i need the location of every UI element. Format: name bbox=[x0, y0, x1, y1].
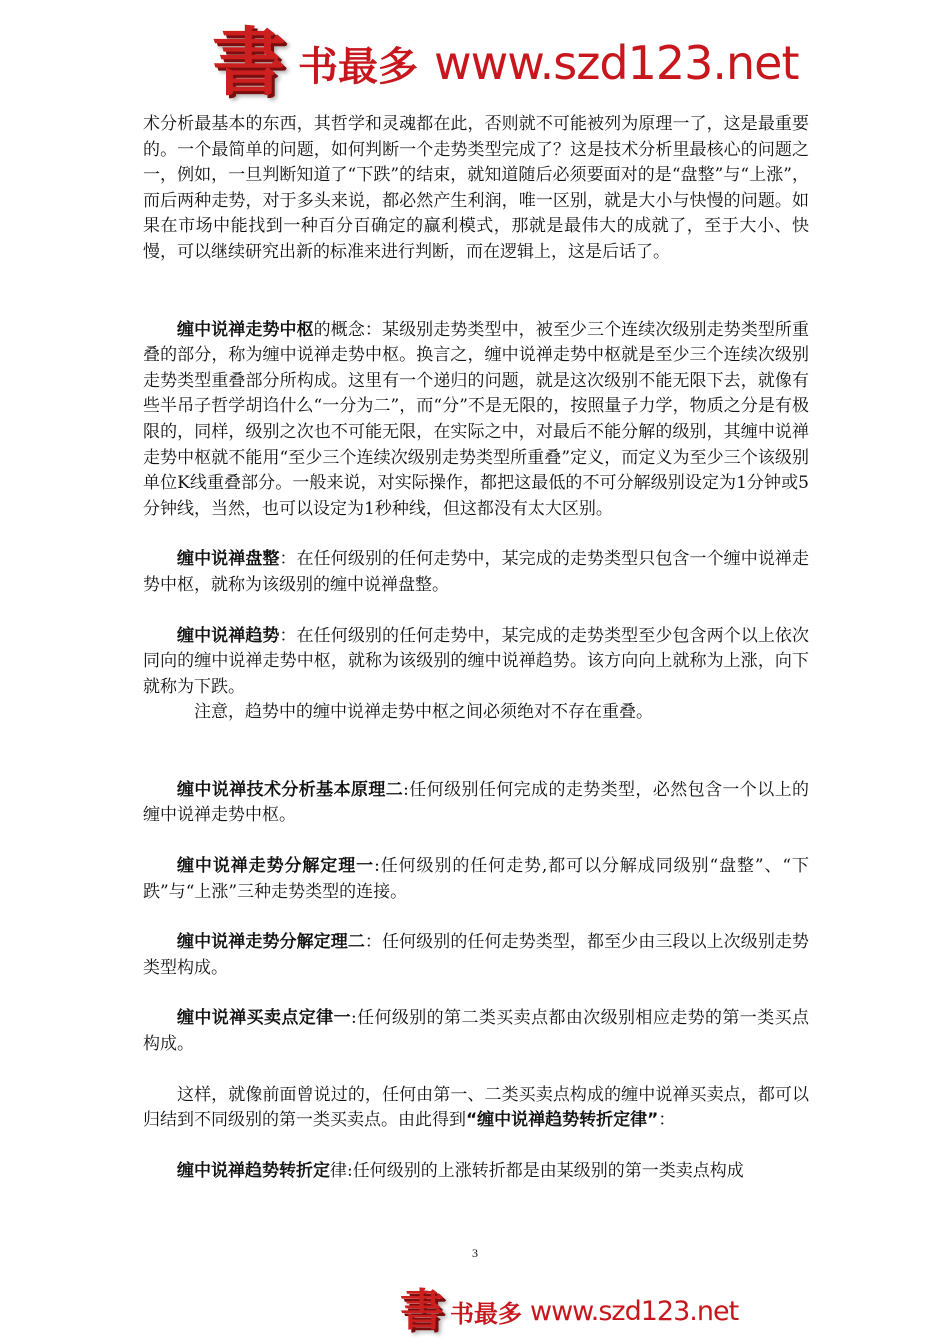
paragraph-note: 注意，趋势中的缠中说禅走势中枢之间必须绝对不存在重叠。 bbox=[194, 702, 653, 723]
definition-text: ：任何级别的任何走势类型，都至少由三段以上次级别走势类型构成。 bbox=[143, 932, 810, 978]
book-logo-icon: 書 bbox=[400, 1285, 444, 1336]
term-trade-point-law: 缠中说禅买卖点定律一 bbox=[177, 1008, 351, 1029]
term-consolidation: 缠中说禅盘整 bbox=[177, 549, 280, 570]
paragraph-decomposition-one bbox=[143, 854, 809, 905]
term-decomposition-one: 缠中说禅走势分解定理一 bbox=[177, 856, 375, 877]
definition-text: 的概念：某级别走势类型中，被至少三个连续次级别走势类型所重叠的部分，称为缠中说禅走势中枢。换言之，缠中说禅走势中枢就是至少三个连续次级别走势类型重叠部分所构成。这里有一个递归的问题，就是这次级别不能无限下去，就像有些半吊子哲学胡诌什么“一分为二”，而“分”不是无限的，按照量子力学，物质之分是有极限的，同样，级别之次也不可能无限，在实际之中，对最后不能分解的级别，其缠中说禅走势中枢就不能用“至少三个连续次级别走势类型所重叠”定义，而定义为至少三个该级别单位K线重叠部分。一般来说，对实际操作，都把这最低的不可分解级别设定为1分钟或5分钟线，当然，也可以设定为1秒种线，但这都没有太大区别。 bbox=[143, 319, 810, 519]
paragraph-trend bbox=[143, 624, 809, 701]
summary-text: 这样，就像前面曾说过的，任何由第一、二类买卖点构成的缠中说禅买卖点，都可以归结到不同级别的第一类买卖点。由此得到 bbox=[143, 1084, 809, 1131]
term-trend: 缠中说禅趋势 bbox=[177, 625, 280, 646]
definition-text: :任何级别任何完成的走势类型，必然包含一个以上的缠中说禅走势中枢。 bbox=[143, 779, 809, 826]
footer-site-url[interactable]: www.szd123.net bbox=[530, 1295, 739, 1327]
header-logo[interactable] bbox=[212, 22, 799, 104]
page-number: 3 bbox=[472, 1246, 478, 1260]
term-decomposition-two: 缠中说禅走势分解定理二 bbox=[177, 932, 365, 953]
term-trend-reversal: 缠中说禅趋势转折定 bbox=[177, 1160, 330, 1181]
term-trend-reversal-law: “缠中说禅趋势转折定律” bbox=[466, 1110, 659, 1131]
term-principle-two: 缠中说禅技术分析基本原理二 bbox=[177, 779, 404, 800]
summary-tail: ： bbox=[658, 1110, 676, 1131]
term-pivot: 缠中说禅走势中枢 bbox=[177, 319, 314, 340]
definition-text: ：在任何级别的任何走势中，某完成的走势类型至少包含两个以上依次同向的缠中说禅走势中枢，就称为该级别的缠中说禅趋势。该方向向上就称为上涨，向下就称为下跌。 bbox=[143, 625, 809, 697]
definition-text: :任何级别的第二类买卖点都由次级别相应走势的第一类买点构成。 bbox=[143, 1008, 809, 1055]
footer-logo[interactable] bbox=[400, 1286, 738, 1336]
paragraph-decomposition-two bbox=[143, 930, 809, 981]
header-site-url[interactable]: www.szd123.net bbox=[434, 36, 799, 90]
paragraph-trend-reversal bbox=[143, 1159, 809, 1185]
footer-brand-name: 书最多 bbox=[450, 1299, 522, 1328]
book-logo-icon: 書 bbox=[212, 20, 286, 106]
paragraph-intro: 术分析最基本的东西，其哲学和灵魂都在此，否则就不可能被列为原理一了，这是最重要的。一个最简单的问题，如何判断一个走势类型完成了？这是技术分析里最核心的问题之一，例如，一旦判断知道了“下跌”的结束，就知道随后必须要面对的是“盘整”与“上涨”，而后两种走势，对于多头来说，都必然产生利润，唯一区别，就是大小与快慢的问题。如果在市场中能找到一种百分百确定的赢利模式，那就是最伟大的成就了，至于大小、快慢，可以继续研究出新的标准来进行判断，而在逻辑上，这是后话了。 bbox=[143, 114, 809, 262]
definition-text: 律:任何级别的上涨转折都是由某级别的第一类卖点构成 bbox=[330, 1160, 744, 1181]
paragraph-consolidation bbox=[143, 547, 809, 598]
paragraph-principle-two bbox=[143, 778, 809, 829]
definition-text: :任何级别的任何走势,都可以分解成同级别“盘整”、“下跌”与“上涨”三种走势类型的连接。 bbox=[143, 856, 810, 902]
paragraph-summary bbox=[143, 1083, 809, 1134]
header-brand-name: 书最多 bbox=[298, 43, 418, 90]
paragraph-pivot-definition bbox=[143, 318, 809, 523]
definition-text: ：在任何级别的任何走势中，某完成的走势类型只包含一个缠中说禅走势中枢，就称为该级别的缠中说禅盘整。 bbox=[143, 549, 809, 595]
paragraph-trade-point-law bbox=[143, 1006, 809, 1057]
document-body bbox=[143, 112, 809, 1184]
